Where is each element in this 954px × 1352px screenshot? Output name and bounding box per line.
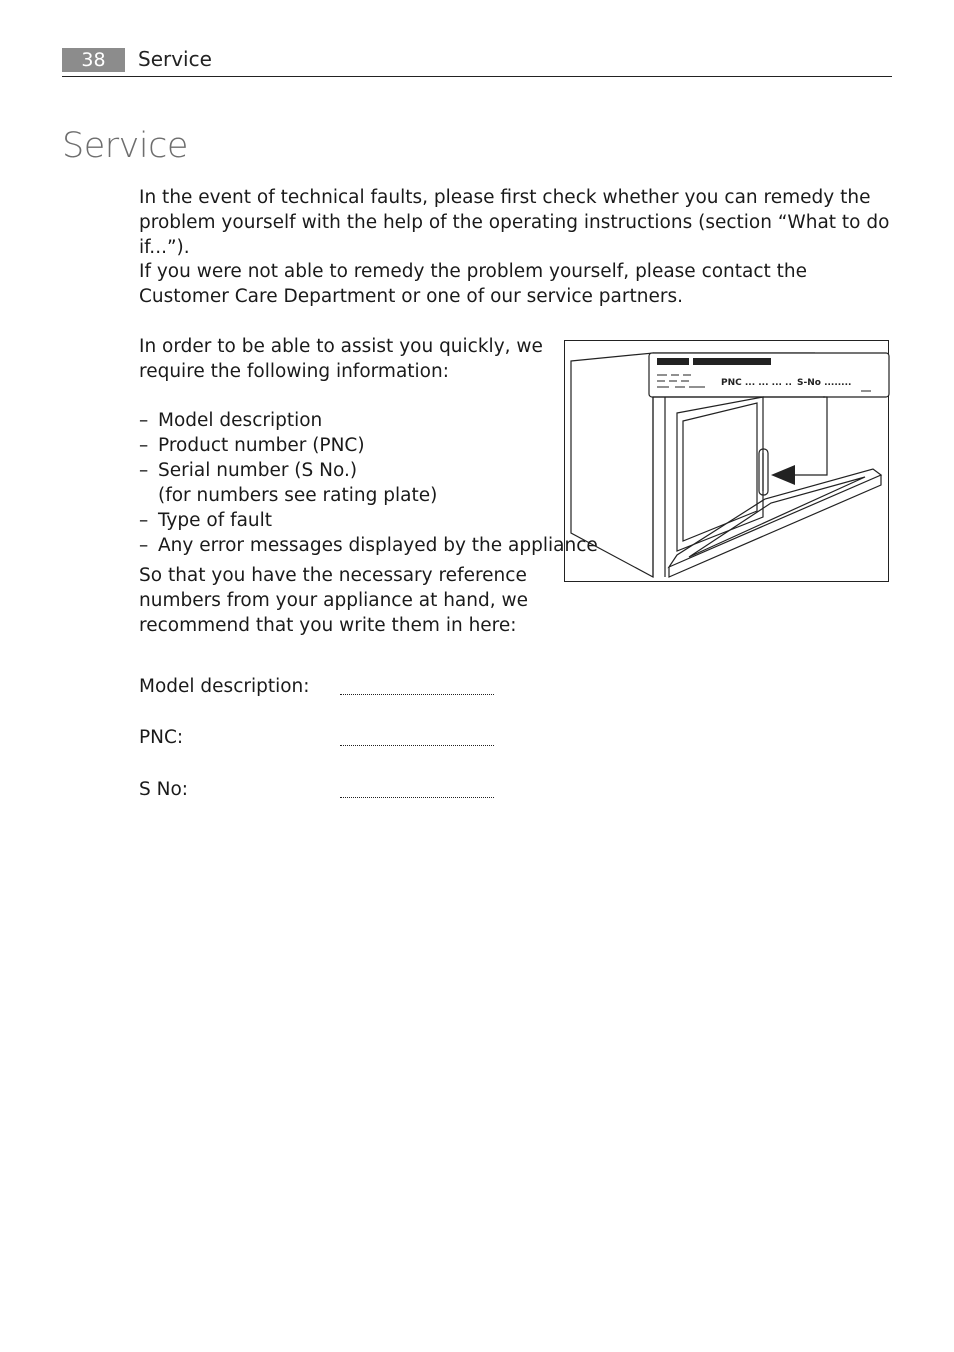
list-item: – Model description: [139, 410, 323, 431]
contact-paragraph: If you were not able to remedy the problem yourself, please contact the Customer Care Department or one of our service partners.: [139, 261, 808, 307]
list-item: – Type of fault: [139, 510, 273, 531]
plate-pnc-text: PNC ... ... ... ..: [721, 378, 792, 388]
page-title: Service: [62, 126, 188, 166]
list-item: – Serial number (S No.): [139, 460, 358, 481]
info-required-paragraph: In order to be able to assist you quickly, we require the following information:: [139, 336, 543, 382]
plate-sno-text: S-No ........: [797, 378, 852, 388]
intro-paragraph: In the event of technical faults, please first check whether you can remedy the problem yourself with the help of the operating instructions (section “What to do if...”).: [139, 187, 890, 258]
reference-paragraph: So that you have the necessary reference numbers from your appliance at hand, we recommend that you write them in here:: [139, 565, 529, 636]
model-description-field: [340, 674, 494, 695]
required-info-list: [139, 408, 598, 558]
page-number: 38: [62, 48, 125, 72]
list-item: – Product number (PNC): [139, 435, 365, 456]
pnc-field: [340, 725, 494, 746]
oven-drawing: [565, 341, 890, 583]
rating-plate-illustration: [564, 340, 889, 582]
sno-field: [340, 777, 494, 798]
pnc-label: PNC:: [139, 727, 184, 748]
arrow-icon: [771, 465, 795, 485]
page-header: [62, 46, 892, 77]
header-section-title: Service: [138, 47, 212, 71]
model-description-label: Model description:: [139, 676, 310, 697]
list-item-note: (for numbers see rating plate): [158, 485, 438, 506]
sno-label: S No:: [139, 779, 189, 800]
list-item: – Any error messages displayed by the appliance: [139, 535, 598, 556]
